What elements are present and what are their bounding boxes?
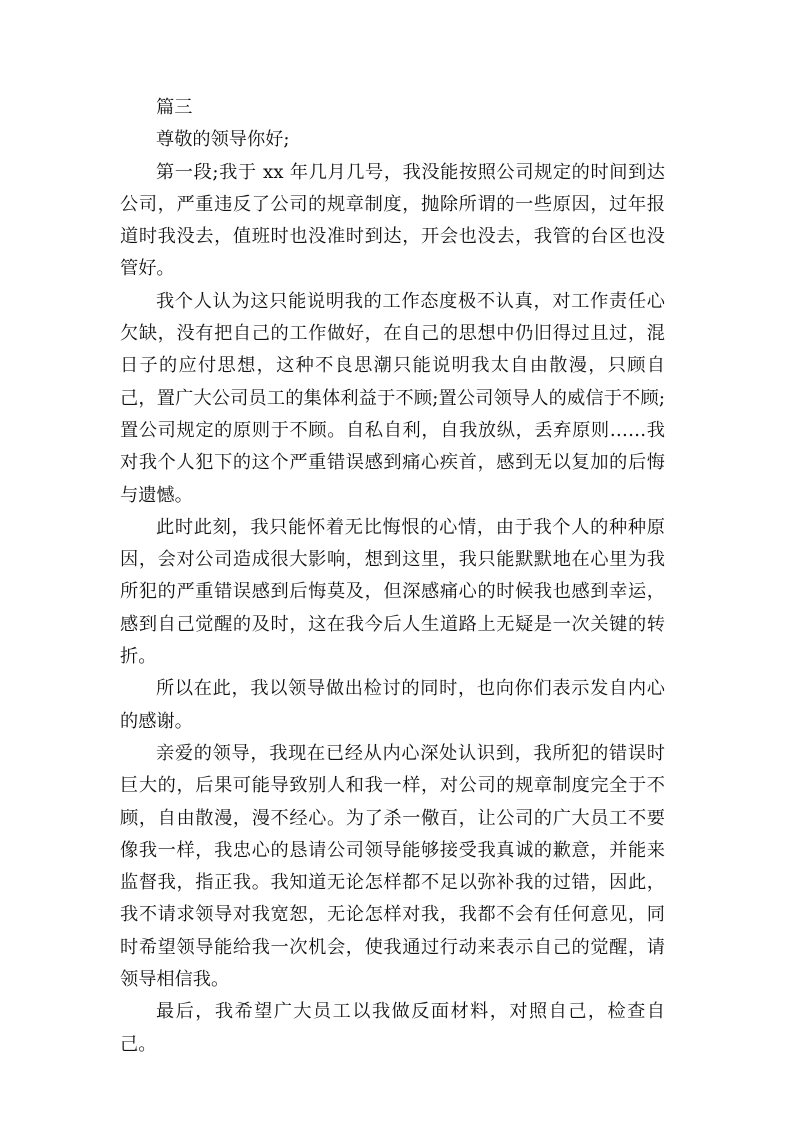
document-page <box>120 92 665 1061</box>
paragraph-6: 最后，我希望广大员工以我做反面材料，对照自己，检查自己。 <box>120 1001 665 1055</box>
section-heading: 篇三 <box>156 97 193 118</box>
paragraph-4: 所以在此，我以领导做出检讨的同时，也向你们表示发自内心的感谢。 <box>120 678 665 732</box>
salutation: 尊敬的领导你好; <box>156 129 290 151</box>
paragraph-2: 我个人认为这只能说明我的工作态度极不认真，对工作责任心欠缺，没有把自己的工作做好，在自己的思想中仍旧得过且过，混日子的应付思想，这种不良思潮只能说明我太自由散漫，只顾自己，置广大公司员工的集体利益于不顾;置公司领导人的威信于不顾;置公司规定的原则于不顾。自私自利，自我放纵，丢弃原则……我对我个人犯下的这个严重错误感到痛心疾首，感到无以复加的后悔与遗憾。 <box>120 290 665 506</box>
paragraph-1: 第一段;我于 xx 年几月几号，我没能按照公司规定的时间到达公司，严重违反了公司的规章制度，抛除所谓的一些原因，过年报道时我没去，值班时也没准时到达，开会也没去，我管的台区也没管好。 <box>120 161 665 280</box>
paragraph-5: 亲爱的领导，我现在已经从内心深处认识到，我所犯的错误时巨大的，后果可能导致别人和我一样，对公司的规章制度完全于不顾，自由散漫，漫不经心。为了杀一儆百，让公司的广大员工不要像我一样，我忠心的恳请公司领导能够接受我真诚的歉意，并能来监督我，指正我。我知道无论怎样都不足以弥补我的过错，因此，我不请求领导对我宽恕，无论怎样对我，我都不会有任何意见，同时希望领导能给我一次机会，使我通过行动来表示自己的觉醒，请领导相信我。 <box>120 742 665 991</box>
paragraph-3: 此时此刻，我只能怀着无比悔恨的心情，由于我个人的种种原因，会对公司造成很大影响，想到这里，我只能默默地在心里为我所犯的严重错误感到后悔莫及，但深感痛心的时候我也感到幸运，感到自己觉醒的及时，这在我今后人生道路上无疑是一次关键的转折。 <box>120 516 665 668</box>
